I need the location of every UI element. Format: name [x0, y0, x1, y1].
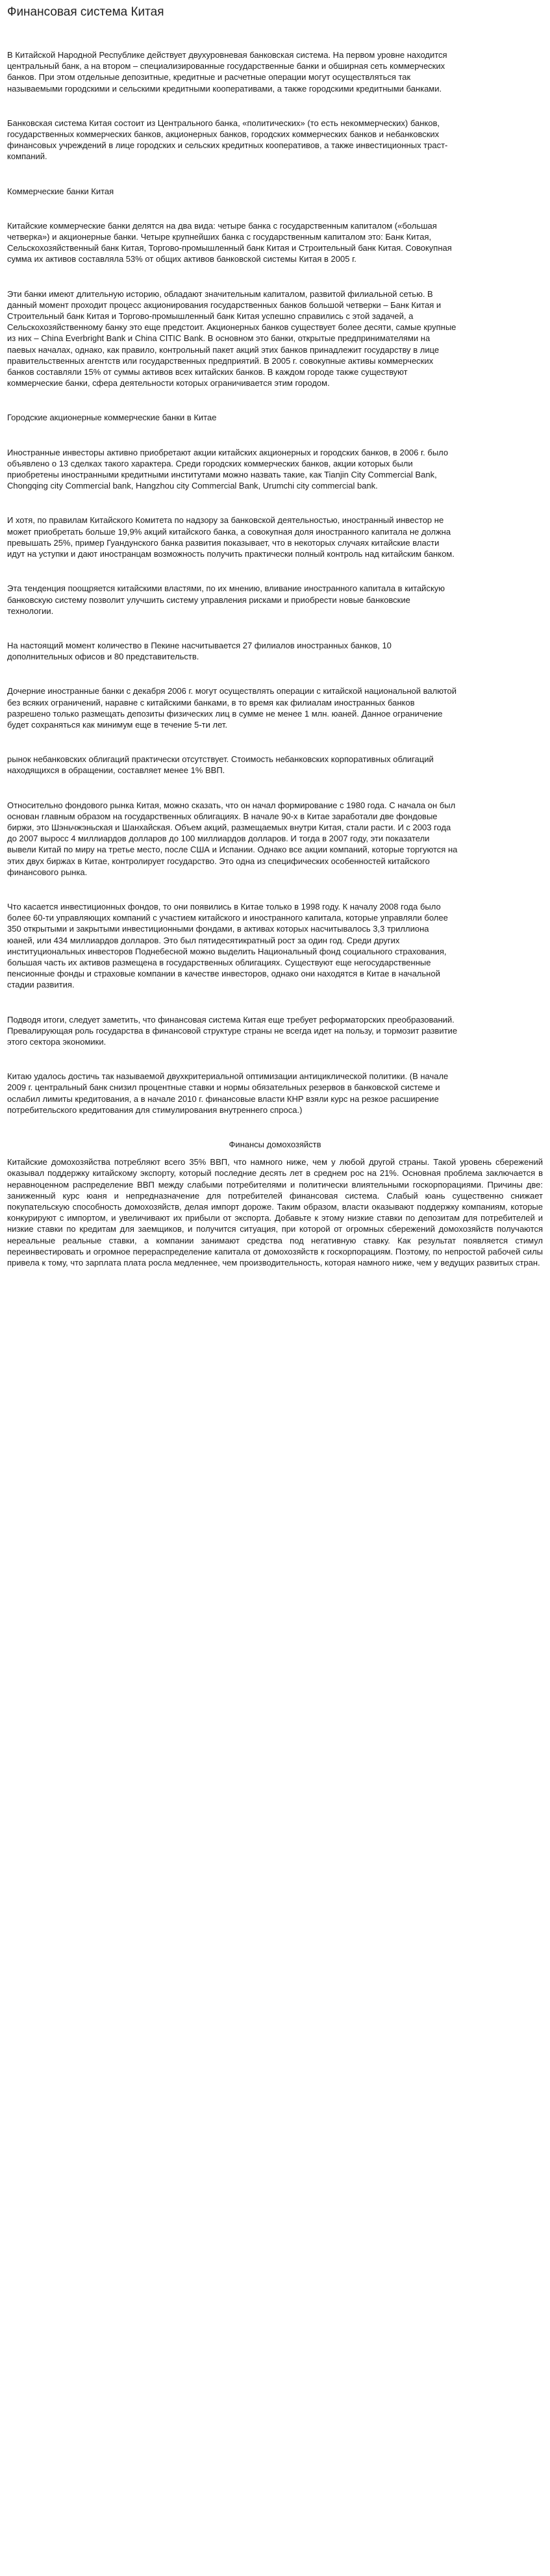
section-heading: Городские акционерные коммерческие банки в Китае	[7, 413, 217, 423]
paragraph: рынок небанковских облигаций практически отсутствует. Стоимость небанковских корпоративных облигаций находящихся в обращении, составляет менее 1% ВВП.	[7, 754, 434, 776]
article	[0, 0, 550, 1268]
paragraph: Эти банки имеют длительную историю, обладают значительным капиталом, развитой филиальной сетью. В данный момент проходит процесс акционирования государственных банков большой четверки – Банк Китая и Строительный банк Китая и Торгово-промышленный банк Китая успешно справились с этой задачей, а Сельскохозяйственному банку это еще предстоит. Акционерных банков существует более десяти, самые крупные из них – China Everbright Bank и China CITIC Bank. В основном это банки, открытые предпринимателями на паевых началах, однако, как правило, контрольный пакет акций этих банков принадлежит государству в лице правительственных агентств или государственных предприятий. В 2005 г. совокупные активы коммерческих банков составляли 15% от суммы активов всех китайских банков. В каждом городе также существуют коммерческие банки, сфера деятельности которых ограничивается этим городом.	[7, 288, 456, 389]
paragraph: Иностранные инвесторы активно приобретают акции китайских акционерных и городских банков, в 2006 г. было объявлено о 13 сделках такого характера. Среди городских коммерческих банков, акции которых были приобретены иностранными кредитными институтами можно назвать такие, как Tianjin City Commercial Bank, Chongqing city Commercial bank, Hangzhou city Commercial Bank, Urumchi city commercial bank.	[7, 447, 449, 491]
paragraph: На настоящий момент количество в Пекине насчитывается 27 филиалов иностранных банков, 10 дополнительных офисов и 80 представительств.	[7, 640, 392, 662]
paragraph: Относительно фондового рынка Китая, можно сказать, что он начал формирование с 1980 года. С начала он был основан главным образом на государственных облигациях. В начале 90-х в Китае заработали две фондовые биржи, это Шэньчжэньская и Шанхайская. Объем акций, размещаемых внутри Китая, стали расти. И с 2003 года до 2007 выросс 4 миллиардов долларов до 100 миллиардов долларов. И тогда в 2007 году, эти показатели вывели Китай по миру на третье место, после США и Испании. Однако все акции компаний, которые торгуются на этих двух биржах в Китае, контролирует государство. Это одна из специфических особенностей китайского финансового рынка.	[7, 800, 458, 877]
paragraph: Эта тенденция поощряется китайскими властями, по их мнению, вливание иностранного капитала в китайскую банковскую систему позволит улучшить систему управления рисками и приобрести новые банковские технологии.	[7, 583, 445, 616]
page-title: Финансовая система Китая	[7, 5, 164, 19]
section-heading: Коммерческие банки Китая	[7, 186, 114, 196]
paragraph: И хотя, по правилам Китайского Комитета по надзору за банковской деятельностью, иностранный инвестор не может приобретать больше 19,9% акций китайского банка, а совокупная доля иностранного капитала не должна превышать 25%, пример Гуандунского банка развития показывает, что в некоторых случаях китайские власти идут на уступки и дают иностранцам возможность получить практически полный контроль над китайским банком.	[7, 515, 455, 559]
paragraph: Подводя итоги, следует заметить, что финансовая система Китая еще требует реформаторских преобразований. Превалирующая роль государства в финансовой структуре страны не всегда идет на пользу, и тормозит развитие этого сектора экономики.	[7, 1014, 458, 1047]
section-heading: Финансы домохозяйств	[229, 1140, 321, 1149]
paragraph: Дочерние иностранные банки с декабря 2006 г. могут осуществлять операции с китайской национальной валютой без всяких ограничений, наравне с китайскими банками, в то время как филиалам иностранных банков разрешено только размещать депозиты физических лиц в сумме не менее 1 млн. юаней. Данное ограничение будет сохраняться как минимум еще в течение 5-ти лет.	[7, 686, 456, 730]
paragraph: Китайские домохозяйства потребляют всего 35% ВВП, что намного ниже, чем у любой другой страны. Такой уровень сбережений оказывал поддержку китайскому экспорту, который последние десять лет в среднем рос на 21%. Основная проблема заключается в неравноценном распределение ВВП между слабыми потребителями и политически влиятельными госкорпорациями. Причины две: заниженный курс юаня и непредназначение для потребителей финансовая система. Слабый юань существенно снижает покупательскую способность домохозяйств, делая импорт дороже. Таким образом, власти оказывают поддержку компаниям, которые конкурируют с импортом, и увеличивают их прибыли от экспорта. Добавьте к этому низкие ставки по депозитам для потребителей и низкие ставки по кредитам для заемщиков, и получится ситуация, при которой от огромных сбережений домохозяйств получаются нереальные реальные ставки, а компании занимают средства под негативную ставку. Как результат появляется стимул переинвестировать и огромное перераспределение капитала от домохозяйств к госкорпорациям. Поэтому, по непростой рабочей силы привела к тому, что зарплата плата росла медленнее, чем производительность, которая намного ниже, чем у ведущих развитых стран.	[7, 1157, 543, 1268]
paragraph: Банковская система Китая состоит из Центрального банка, «политических» (то есть некоммерческих) банков, государственных коммерческих банков, акционерных банков, городских коммерческих банков и небанковских финансовых учреждений в лице городских и сельских кредитных кооперативов, а также инвестиционных траст-компаний.	[7, 118, 448, 162]
paragraph: Что касается инвестиционных фондов, то они появились в Китае только в 1998 году. К началу 2008 года было более 60-ти управляющих компаний с участием китайского и иностранного капитала, которые управляли более 350 открытыми и закрытыми инвестиционными фондами, в активах которых насчитывалось 3,3 триллиона юаней, или 434 миллиардов долларов. Это был пятидесятикратный рост за один год. Среди других институциональных инвесторов Поднебесной можно выделить Национальный фонд социального страхования, большая часть их активов размещена в государственных облигациях. Существуют еще негосударственные пенсионные фонды и страховые компании в качестве инвесторов, однако они находятся в Китае в начальной стадии развития.	[7, 901, 448, 990]
paragraph: Китайские коммерческие банки делятся на два вида: четыре банка с государственным капиталом («большая четверка») и акционерные банки. Четыре крупнейших банка с государственным капиталом это: Банк Китая, Сельскохозяйственный банк Китая, Торгово-промышленный банк Китая и Строительный банк Китая. Совокупная сумма их активов составляла 53% от общих активов банковской системы Китая в 2005 г.	[7, 220, 452, 264]
paragraph: Китаю удалось достичь так называемой двухкритериальной оптимизации антициклической политики. (В начале 2009 г. центральный банк снизил процентные ставки и нормы обязательных резервов в банковской системе и ослабил лимиты кредитования, а в начале 2010 г. финансовые власти КНР взяли курс на резкое расширение потребительского кредитования для стимулирования внутреннего спроса.)	[7, 1071, 449, 1115]
paragraph: В Китайской Народной Республике действует двухуровневая банковская система. На первом уровне находится центральный банк, а на втором – специализированные государственные банки и обширная сеть коммерческих банков. При этом отдельные депозитные, кредитные и расчетные операции могут осуществляться так называемыми городскими и сельскими кредитными кооперативами, а также городскими кредитными банками.	[7, 50, 447, 94]
